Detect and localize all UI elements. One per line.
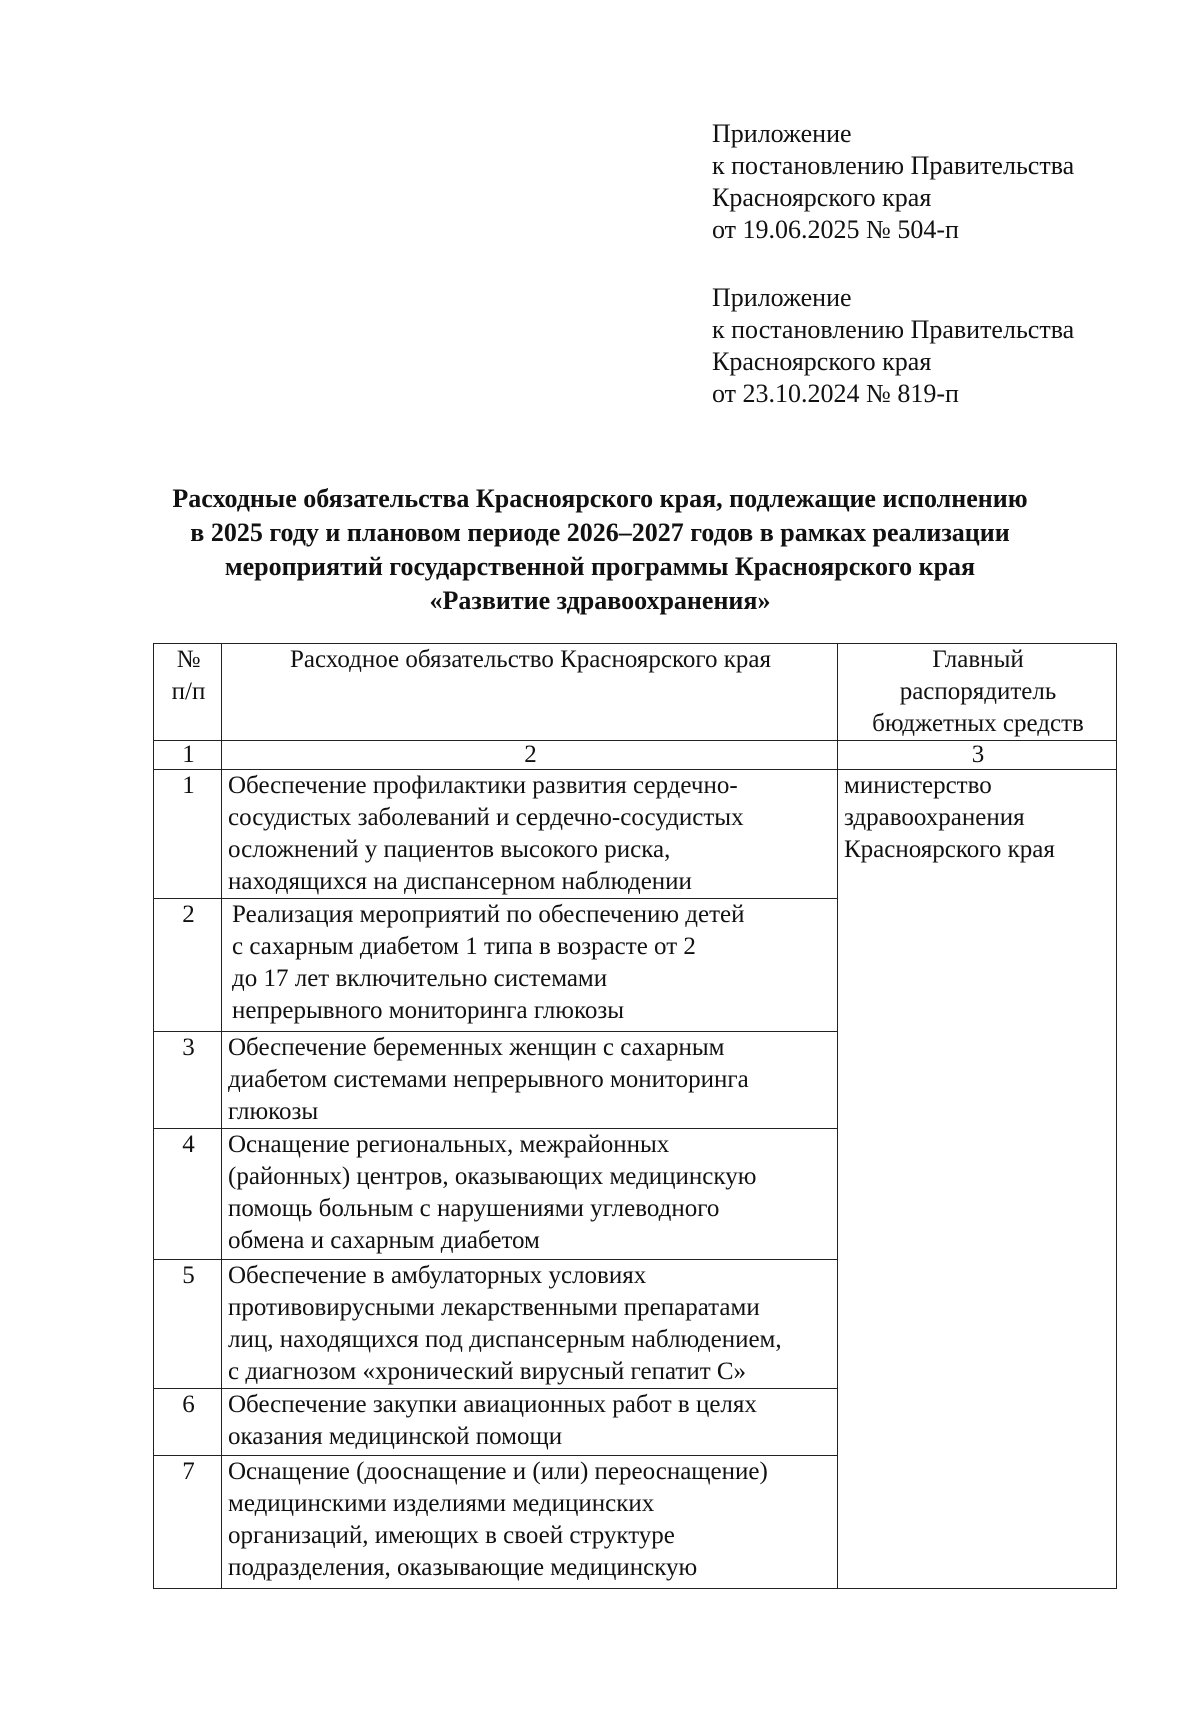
row-obligation: Обеспечение беременных женщин с сахарным диабетом системами непрерывного мониторинга глюкозы (222, 1032, 838, 1129)
title-line: Расходные обязательства Красноярского края, подлежащие исполнению (172, 484, 1028, 513)
row-number: 3 (154, 1032, 222, 1129)
row-number: 6 (154, 1389, 222, 1456)
header-manager: Главный распорядитель бюджетных средств (838, 644, 1117, 741)
row-obligation: Оснащение (дооснащение и (или) переоснащение) медицинскими изделиями медицинских организаций, имеющих в своей структуре подразделения, оказывающие медицинскую (222, 1456, 838, 1589)
column-number: 3 (838, 741, 1117, 770)
appendix-line: Приложение (712, 119, 852, 148)
row-number: 1 (154, 770, 222, 899)
appendix-line: Красноярского края (712, 183, 932, 212)
budget-manager-cell: министерство здравоохранения Красноярского края (838, 770, 1117, 1589)
table-row (154, 770, 1117, 899)
appendix-decree-date: от 23.10.2024 № 819-п (712, 379, 959, 408)
row-obligation: Реализация мероприятий по обеспечению детей с сахарным диабетом 1 типа в возрасте от 2 до 17 лет включительно системами непрерывного мониторинга глюкозы (222, 899, 838, 1032)
row-obligation: Обеспечение закупки авиационных работ в целях оказания медицинской помощи (222, 1389, 838, 1456)
appendix-previous-decree (712, 282, 1074, 410)
title-line: «Развитие здравоохранения» (429, 586, 771, 615)
table-header-row (154, 644, 1117, 741)
column-number: 2 (222, 741, 838, 770)
row-number: 4 (154, 1129, 222, 1260)
title-line: мероприятий государственной программы Красноярского края (224, 552, 976, 581)
document-title (100, 482, 1100, 618)
header-num: № п/п (154, 644, 222, 741)
appendix-line: Приложение (712, 283, 852, 312)
row-number: 7 (154, 1456, 222, 1589)
row-obligation: Обеспечение в амбулаторных условиях противовирусными лекарственными препаратами лиц, находящихся под диспансерным наблюдением, с диагнозом «хронический вирусный гепатит С» (222, 1260, 838, 1389)
obligations-table (153, 643, 1117, 1589)
appendix-line: к постановлению Правительства (712, 315, 1075, 344)
appendix-line: Красноярского края (712, 347, 932, 376)
row-number: 2 (154, 899, 222, 1032)
column-number-row (154, 741, 1117, 770)
row-number: 5 (154, 1260, 222, 1389)
row-obligation: Обеспечение профилактики развития сердечно- сосудистых заболеваний и сердечно-сосудистых осложнений у пациентов высокого риска, находящихся на диспансерном наблюдении (222, 770, 838, 899)
column-number: 1 (154, 741, 222, 770)
appendix-current-decree (712, 118, 1074, 246)
row-obligation: Оснащение региональных, межрайонных (районных) центров, оказывающих медицинскую помощь больным с нарушениями углеводного обмена и сахарным диабетом (222, 1129, 838, 1260)
appendix-line: к постановлению Правительства (712, 151, 1075, 180)
header-obligation: Расходное обязательство Красноярского края (222, 644, 838, 741)
title-line: в 2025 году и плановом периоде 2026–2027 годов в рамках реализации (190, 518, 1010, 547)
appendix-decree-date: от 19.06.2025 № 504-п (712, 215, 959, 244)
